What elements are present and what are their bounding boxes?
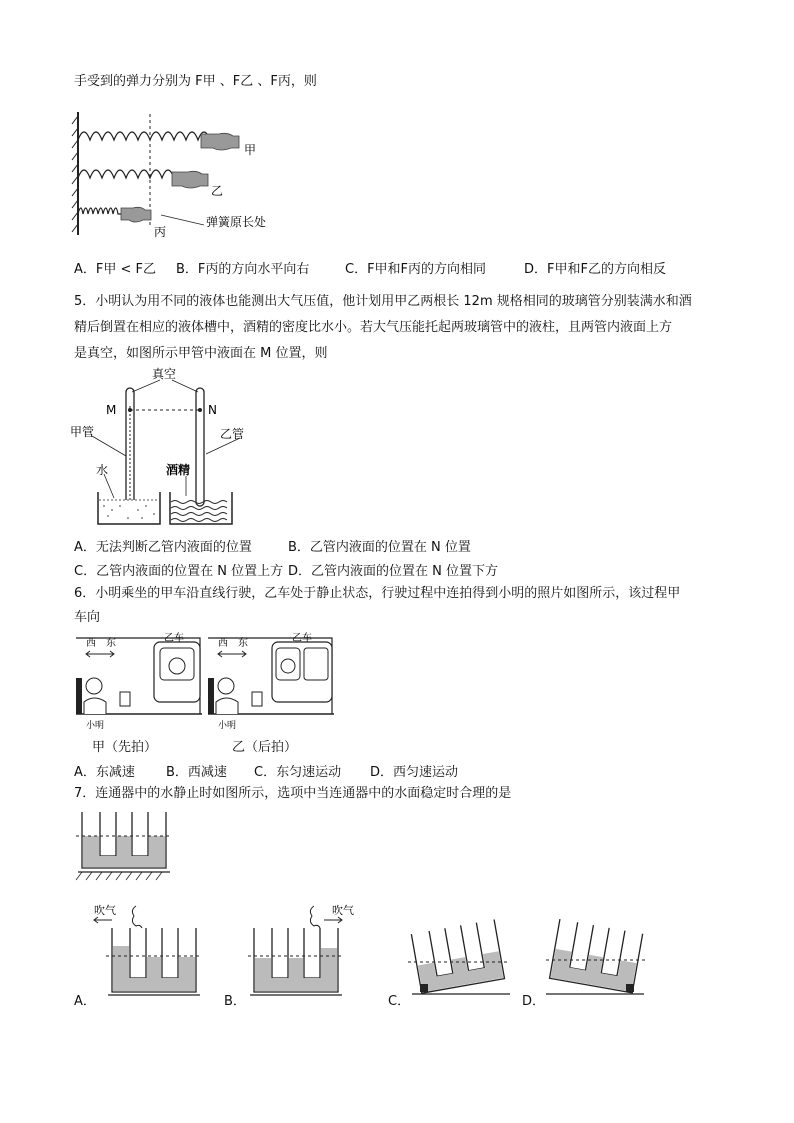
q6-stem-2: 车向 [74, 610, 101, 625]
q4-option-a[interactable]: A．F甲 < F乙 [74, 262, 157, 277]
q4-option-d[interactable]: D．F甲和F乙的方向相反 [524, 262, 666, 277]
label-origin: 弹簧原长处 [206, 215, 267, 229]
q7-option-c[interactable]: C． [388, 994, 411, 1009]
label-tube-yi: 乙管 [220, 427, 245, 441]
q4-intro: 手受到的弹力分别为 F甲 、F乙 、F丙，则 [74, 74, 317, 89]
q7-option-d[interactable]: D． [522, 994, 546, 1009]
label-water: 水 [96, 463, 109, 477]
label-east-2: 东 [238, 638, 248, 649]
q7-option-a[interactable]: A． [74, 994, 96, 1009]
q6-stem-1: 6．小明乘坐的甲车沿直线行驶，乙车处于静止状态，行驶过程中连拍得到小明的照片如图所示，该过程甲 [74, 586, 681, 601]
q6-option-d[interactable]: D．西匀速运动 [370, 765, 459, 780]
q6-option-a[interactable]: A．东减速 [74, 765, 135, 780]
hand-yi-icon [172, 171, 208, 188]
hand-jia-icon [201, 133, 239, 150]
label-tube-jia: 甲管 [70, 425, 95, 439]
q5-stem-2: 精后倒置在相应的液体槽中，酒精的密度比水小。若大气压能托起两玻璃管中的液柱，且两管内液面上方 [74, 320, 673, 335]
q4-option-b[interactable]: B．F丙的方向水平向右 [176, 262, 310, 277]
label-east-1: 东 [106, 638, 116, 649]
label-alcohol: 酒精 [166, 463, 191, 477]
vessel-option-c [406, 918, 516, 1008]
caption-second: 乙（后拍） [232, 740, 298, 755]
vessel-option-a [90, 898, 210, 1008]
q4-option-c[interactable]: C．F甲和F丙的方向相同 [345, 262, 487, 277]
label-blow-b: 吹气 [332, 904, 354, 917]
q7-stem: 7．连通器中的水静止时如图所示，选项中当连通器中的水面稳定时合理的是 [74, 786, 512, 801]
label-vacuum: 真空 [152, 367, 177, 381]
spring-yi [78, 170, 174, 178]
label-west-2: 西 [218, 638, 228, 649]
q5-option-d[interactable]: D．乙管内液面的位置在 N 位置下方 [288, 564, 499, 579]
photo-second [206, 632, 336, 732]
vessel-option-d [540, 918, 650, 1008]
label-car-yi-1: 乙车 [164, 633, 184, 644]
q5-option-c[interactable]: C．乙管内液面的位置在 N 位置上方 [74, 564, 284, 579]
label-west-1: 西 [86, 638, 96, 649]
q6-option-c[interactable]: C．东匀速运动 [254, 765, 342, 780]
spring-figure [66, 110, 306, 240]
label-bing: 丙 [154, 225, 167, 239]
photo-first [74, 632, 204, 732]
q7-option-b[interactable]: B． [224, 994, 246, 1009]
q5-stem-3: 是真空，如图所示甲管中液面在 M 位置，则 [74, 346, 328, 361]
q5-option-b[interactable]: B．乙管内液面的位置在 N 位置 [288, 540, 471, 555]
hand-bing-icon [121, 207, 151, 222]
caption-first: 甲（先拍） [92, 740, 158, 755]
label-yi: 乙 [211, 184, 224, 198]
spring-bing [78, 208, 121, 214]
q6-option-b[interactable]: B．西减速 [166, 765, 227, 780]
label-blow-a: 吹气 [94, 904, 116, 917]
vessel-option-b [238, 898, 368, 1008]
label-xiaoming-2: 小明 [218, 721, 237, 731]
spring-jia [78, 132, 210, 140]
label-xiaoming-1: 小明 [86, 721, 105, 731]
label-m: M [106, 403, 117, 417]
q5-option-a[interactable]: A．无法判断乙管内液面的位置 [74, 540, 252, 555]
label-n: N [208, 403, 217, 417]
vessel-reference [74, 806, 184, 886]
tube-figure [68, 366, 268, 531]
q5-stem-1: 5．小明认为用不同的液体也能测出大气压值，他计划用甲乙两根长 12m 规格相同的玻璃管分别装满水和酒 [74, 294, 692, 309]
label-car-yi-2: 乙车 [292, 633, 312, 644]
label-jia: 甲 [244, 143, 257, 157]
